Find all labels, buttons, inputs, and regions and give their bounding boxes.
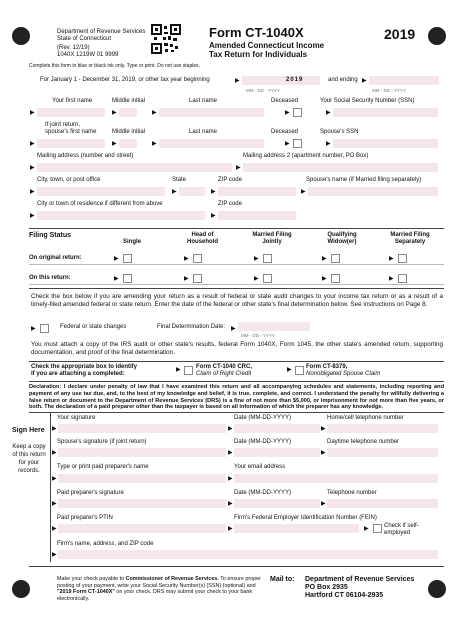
payment-memo: "2019 Form CT-1040X": [57, 589, 115, 596]
state-label: State: [172, 177, 187, 183]
spouse-first-name-field[interactable]: [37, 139, 105, 148]
arrow-icon: ▶: [326, 110, 331, 116]
arrow-icon: ▶: [52, 552, 57, 558]
deceased-checkbox[interactable]: [293, 108, 302, 117]
dept-name: Department of Revenue Services: [57, 29, 146, 35]
row-this-label: On this return:: [29, 275, 71, 281]
residence-zip-field[interactable]: [218, 211, 296, 220]
form-subtitle-1: Amended Connecticut Income: [209, 41, 325, 50]
divider: [29, 412, 444, 413]
final-date-label: Final Determination Date:: [157, 324, 226, 330]
this-hoh-checkbox[interactable]: [193, 274, 202, 283]
arrow-icon: ▶: [231, 326, 236, 332]
arrow-icon: ▶: [389, 256, 394, 262]
residence-field[interactable]: [37, 211, 205, 220]
first-name-label: Your first name: [52, 98, 93, 104]
mail-address-line2: PO Box 2935: [305, 584, 348, 591]
last-name-label: Last name: [189, 98, 218, 104]
arrow-icon: ▶: [30, 141, 35, 147]
home-phone-label: Home/cell telephone number: [327, 415, 404, 421]
this-widow-checkbox[interactable]: [331, 274, 340, 283]
spouse-middle-initial-field[interactable]: [119, 139, 137, 148]
tax-year: 2019: [384, 26, 416, 42]
residence-zip-label: ZIP code: [218, 201, 242, 207]
original-mfs-checkbox[interactable]: [398, 254, 407, 263]
arrow-icon: ▶: [362, 78, 367, 84]
preparer-name-field[interactable]: [58, 474, 226, 483]
divider: [29, 361, 444, 362]
date2-label: Date (MM-DD-YYYY): [234, 439, 292, 445]
mailing-address2-field[interactable]: [243, 163, 438, 172]
city-field[interactable]: [37, 187, 165, 196]
form-code: 1040X 1219W 01 9999: [57, 52, 119, 58]
ink-instruction: Complete this form in blue or black ink only. Type or print. Do not use staples.: [29, 63, 201, 69]
ptin-field[interactable]: [58, 524, 226, 533]
spouse-last-name-field[interactable]: [159, 139, 264, 148]
ct1040crc-checkbox[interactable]: [184, 366, 193, 375]
payment-payee: Commissioner of Revenue Services.: [125, 576, 219, 582]
begin-date-hint: MM - DD - YYYY: [246, 88, 280, 93]
ssn-label: Your Social Security Number (SSN): [320, 98, 415, 104]
middle-initial-field[interactable]: [119, 108, 137, 117]
arrow-icon: ▶: [52, 501, 57, 507]
spouse-name-filing-field[interactable]: [308, 187, 438, 196]
preparer-signature-label: Paid preparer's signature: [57, 490, 124, 496]
ssn-field[interactable]: [333, 108, 438, 117]
arrow-icon: ▶: [285, 110, 290, 116]
telephone-field[interactable]: [327, 499, 438, 508]
schedules-prompt-1: Check the appropriate box to identify: [31, 364, 138, 370]
arrow-icon: ▶: [152, 110, 157, 116]
arrow-icon: ▶: [301, 189, 306, 195]
arrow-icon: ▶: [285, 141, 290, 147]
mailing-address-label: Mailing address (number and street): [37, 153, 134, 159]
divider: [29, 228, 444, 229]
col-married-separately: Married Filing Separately: [390, 232, 430, 245]
last-name-field[interactable]: [159, 108, 264, 117]
arrow-icon: ▶: [30, 165, 35, 171]
arrow-icon: ▶: [152, 141, 157, 147]
preparer-name-label: Type or print paid preparer's name: [57, 464, 149, 470]
form-subtitle-2: Tax Return for Individuals: [209, 50, 308, 59]
arrow-icon: ▶: [184, 256, 189, 262]
original-single-checkbox[interactable]: [123, 254, 132, 263]
spouse-ssn-label: Spouse's SSN: [320, 129, 359, 135]
day-phone-field[interactable]: [327, 448, 438, 457]
date3-label: Date (MM-DD-YYYY): [234, 490, 292, 496]
spouse-ssn-field[interactable]: [333, 139, 438, 148]
arrow-icon: ▶: [287, 367, 292, 373]
this-mfs-checkbox[interactable]: [398, 274, 407, 283]
divider: [29, 566, 444, 567]
ct8379-title: Form CT-8379,: [306, 364, 348, 370]
arrow-icon: ▶: [228, 426, 233, 432]
spouse-signature-label: Spouse's signature (if joint return): [57, 439, 147, 445]
firm-address-label: Firm's name, address, and ZIP code: [57, 541, 154, 547]
deceased-label: Deceased: [271, 98, 299, 104]
col-head-household: Head of Household: [187, 232, 218, 245]
middle-initial-label: Middle initial: [112, 98, 146, 104]
arrow-icon: ▶: [52, 426, 57, 432]
arrow-icon: ▶: [228, 501, 233, 507]
federal-state-changes-label: Federal or state changes: [60, 324, 127, 330]
mail-to-label: Mail to:: [270, 576, 295, 583]
row-divider: [29, 284, 444, 285]
final-date-field[interactable]: [238, 322, 310, 331]
spouse-first-label-2: spouse's first name: [45, 129, 97, 135]
arrow-icon: ▶: [172, 189, 177, 195]
this-mfj-checkbox[interactable]: [263, 274, 272, 283]
email-field[interactable]: [234, 474, 438, 483]
ending-label: and ending: [328, 77, 358, 83]
original-widow-checkbox[interactable]: [331, 254, 340, 263]
residence-label: City or town of residence if different from above: [37, 201, 163, 207]
arrow-icon: ▶: [228, 450, 233, 456]
date1-label: Date (MM-DD-YYYY): [234, 415, 292, 421]
registration-dot: [428, 580, 446, 598]
arrow-icon: ▶: [184, 276, 189, 282]
mail-address-line1: Department of Revenue Services: [305, 576, 415, 583]
arrow-icon: ▶: [364, 526, 369, 532]
arrow-icon: ▶: [254, 256, 259, 262]
spouse-signature-field[interactable]: [58, 448, 226, 457]
arrow-icon: ▶: [30, 110, 35, 116]
self-employed-label: Check if self-employed: [384, 523, 419, 536]
sign-here-title: Sign Here: [12, 427, 45, 434]
date2-field[interactable]: [234, 448, 320, 457]
mail-address-line3: Hartford CT 06104-2935: [305, 592, 384, 599]
arrow-icon: ▶: [228, 476, 233, 482]
arrow-icon: ▶: [254, 276, 259, 282]
col-qualifying-widow: Qualifying Widow(er): [327, 232, 357, 245]
tax-year-label: For January 1 - December 31, 2019, or other tax year beginning: [40, 77, 210, 83]
arrow-icon: ▶: [235, 78, 240, 84]
arrow-icon: ▶: [176, 367, 181, 373]
spouse-first-label-1: If joint return,: [45, 122, 81, 128]
end-date-hint: MM - DD - YYYY: [372, 88, 406, 93]
state-field[interactable]: [179, 187, 205, 196]
this-single-checkbox[interactable]: [123, 274, 132, 283]
arrow-icon: ▶: [31, 326, 36, 332]
schedules-prompt-2: if you are attaching a completed:: [31, 371, 125, 377]
arrow-icon: ▶: [322, 256, 327, 262]
arrow-icon: ▶: [30, 189, 35, 195]
arrow-icon: ▶: [112, 110, 117, 116]
qr-code-icon: [151, 24, 181, 54]
arrow-icon: ▶: [389, 276, 394, 282]
final-date-hint: MM - DD - YYYY: [241, 333, 275, 338]
arrow-icon: ▶: [52, 450, 57, 456]
sign-divider: [50, 412, 51, 562]
arrow-icon: ▶: [322, 276, 327, 282]
spouse-deceased-label: Deceased: [271, 129, 299, 135]
col-single: Single: [122, 239, 141, 245]
first-name-field[interactable]: [37, 108, 105, 117]
arrow-icon: ▶: [114, 256, 119, 262]
arrow-icon: ▶: [112, 141, 117, 147]
ct8379-sub: Nonobligated Spouse Claim: [306, 371, 381, 377]
spouse-name-filing-label: Spouse's name (if Married filing separately): [306, 177, 422, 183]
end-date-field[interactable]: [369, 76, 439, 85]
payment-note-part: Make your check payable to: [57, 576, 126, 582]
fein-field[interactable]: [234, 524, 359, 533]
your-signature-field[interactable]: [58, 424, 226, 433]
spouse-middle-label: Middle initial: [112, 129, 146, 135]
zip-field[interactable]: [218, 187, 296, 196]
arrow-icon: ▶: [321, 501, 326, 507]
arrow-icon: ▶: [321, 426, 326, 432]
firm-address-field[interactable]: [58, 550, 438, 559]
keep-copy-note: Keep a copy of this return for your records.: [12, 444, 46, 474]
date1-field[interactable]: [234, 424, 320, 433]
ptin-label: Paid preparer's PTIN: [57, 515, 113, 521]
arrow-icon: ▶: [114, 276, 119, 282]
declaration-text: Declaration: I declare under penalty of law that I have examined this return and all accompanying schedules and statements, including reporting and payment of any use tax due, and, to the best of my knowledge and belief, it is true, complete, and correct. I understand the penalty for willfully delivering a false return or document to the Department of Revenue Services (DRS) is a fine of not more than $5,000, or imprisonment for not more than five years, or both. The declaration of a paid preparer other than the taxpayer is based on all information of which the preparer has any knowledge.: [29, 384, 444, 411]
date3-field[interactable]: [234, 499, 320, 508]
divider: [29, 288, 444, 289]
original-hoh-checkbox[interactable]: [193, 254, 202, 263]
payment-note-part: To ensure proper posting of your payment, write your Social Security Number(s) (SSN) (optional) and: [57, 576, 261, 589]
revision: (Rev. 12/19): [57, 45, 90, 51]
ct8379-checkbox[interactable]: [295, 366, 304, 375]
day-phone-label: Daytime telephone number: [327, 439, 400, 445]
federal-state-changes-checkbox[interactable]: [40, 324, 49, 333]
payment-note: [57, 576, 269, 602]
row-original-label: On original return:: [29, 255, 82, 261]
email-label: Your email address: [234, 464, 286, 470]
fein-label: Firm's Federal Employer Identification Number (FEIN): [234, 515, 377, 521]
attach-instructions: You must attach a copy of the IRS audit or other state's results, federal Form 1040X, Form 1045, the other state's amended return, supporting documentation, and proof of the final determination.: [31, 341, 443, 356]
arrow-icon: ▶: [211, 189, 216, 195]
ct1040crc-sub: Claim of Right Credit: [196, 371, 252, 377]
col-married-jointly: Married Filing Jointly: [252, 232, 292, 245]
arrow-icon: ▶: [228, 526, 233, 532]
arrow-icon: ▶: [321, 450, 326, 456]
telephone-label: Telephone number: [327, 490, 377, 496]
arrow-icon: ▶: [52, 476, 57, 482]
registration-dot: [12, 580, 30, 598]
divider: [29, 381, 444, 382]
preparer-signature-field[interactable]: [58, 499, 226, 508]
ct1040crc-title: Form CT-1040 CRC,: [196, 364, 253, 370]
arrow-icon: ▶: [211, 213, 216, 219]
begin-date-field[interactable]: [242, 76, 320, 85]
arrow-icon: ▶: [52, 526, 57, 532]
mailing-address2-label: Mailing address 2 (apartment number, PO Box): [243, 153, 369, 159]
arrow-icon: ▶: [30, 213, 35, 219]
original-mfj-checkbox[interactable]: [263, 254, 272, 263]
zip-label: ZIP code: [218, 177, 242, 183]
row-divider: [29, 264, 444, 265]
arrow-icon: ▶: [236, 165, 241, 171]
spouse-deceased-checkbox[interactable]: [293, 139, 302, 148]
dept-state: State of Connecticut: [57, 36, 112, 42]
arrow-icon: ▶: [326, 141, 331, 147]
city-label: City, town, or post office: [37, 177, 101, 183]
spouse-last-label: Last name: [189, 129, 218, 135]
payment-note-part: on your check. DRS may submit your check to your bank electronically.: [57, 589, 253, 602]
your-signature-label: Your signature: [57, 415, 96, 421]
filing-status-title: Filing Status: [29, 232, 71, 239]
registration-dot: [428, 27, 446, 45]
registration-dot: [12, 27, 30, 45]
audit-instructions: Check the box below if you are amending your return as a result of federal or state audit changes to your income tax return or as a result of a timely-filed amended federal or state return. Enter the date of the federal or other state's final determination below. See instructions on Page 8.: [31, 293, 443, 308]
form-title: Form CT-1040X: [209, 25, 304, 40]
home-phone-field[interactable]: [327, 424, 438, 433]
mailing-address-field[interactable]: [37, 163, 232, 172]
begin-year-value: 2019: [286, 77, 304, 83]
self-employed-checkbox[interactable]: [373, 524, 382, 533]
